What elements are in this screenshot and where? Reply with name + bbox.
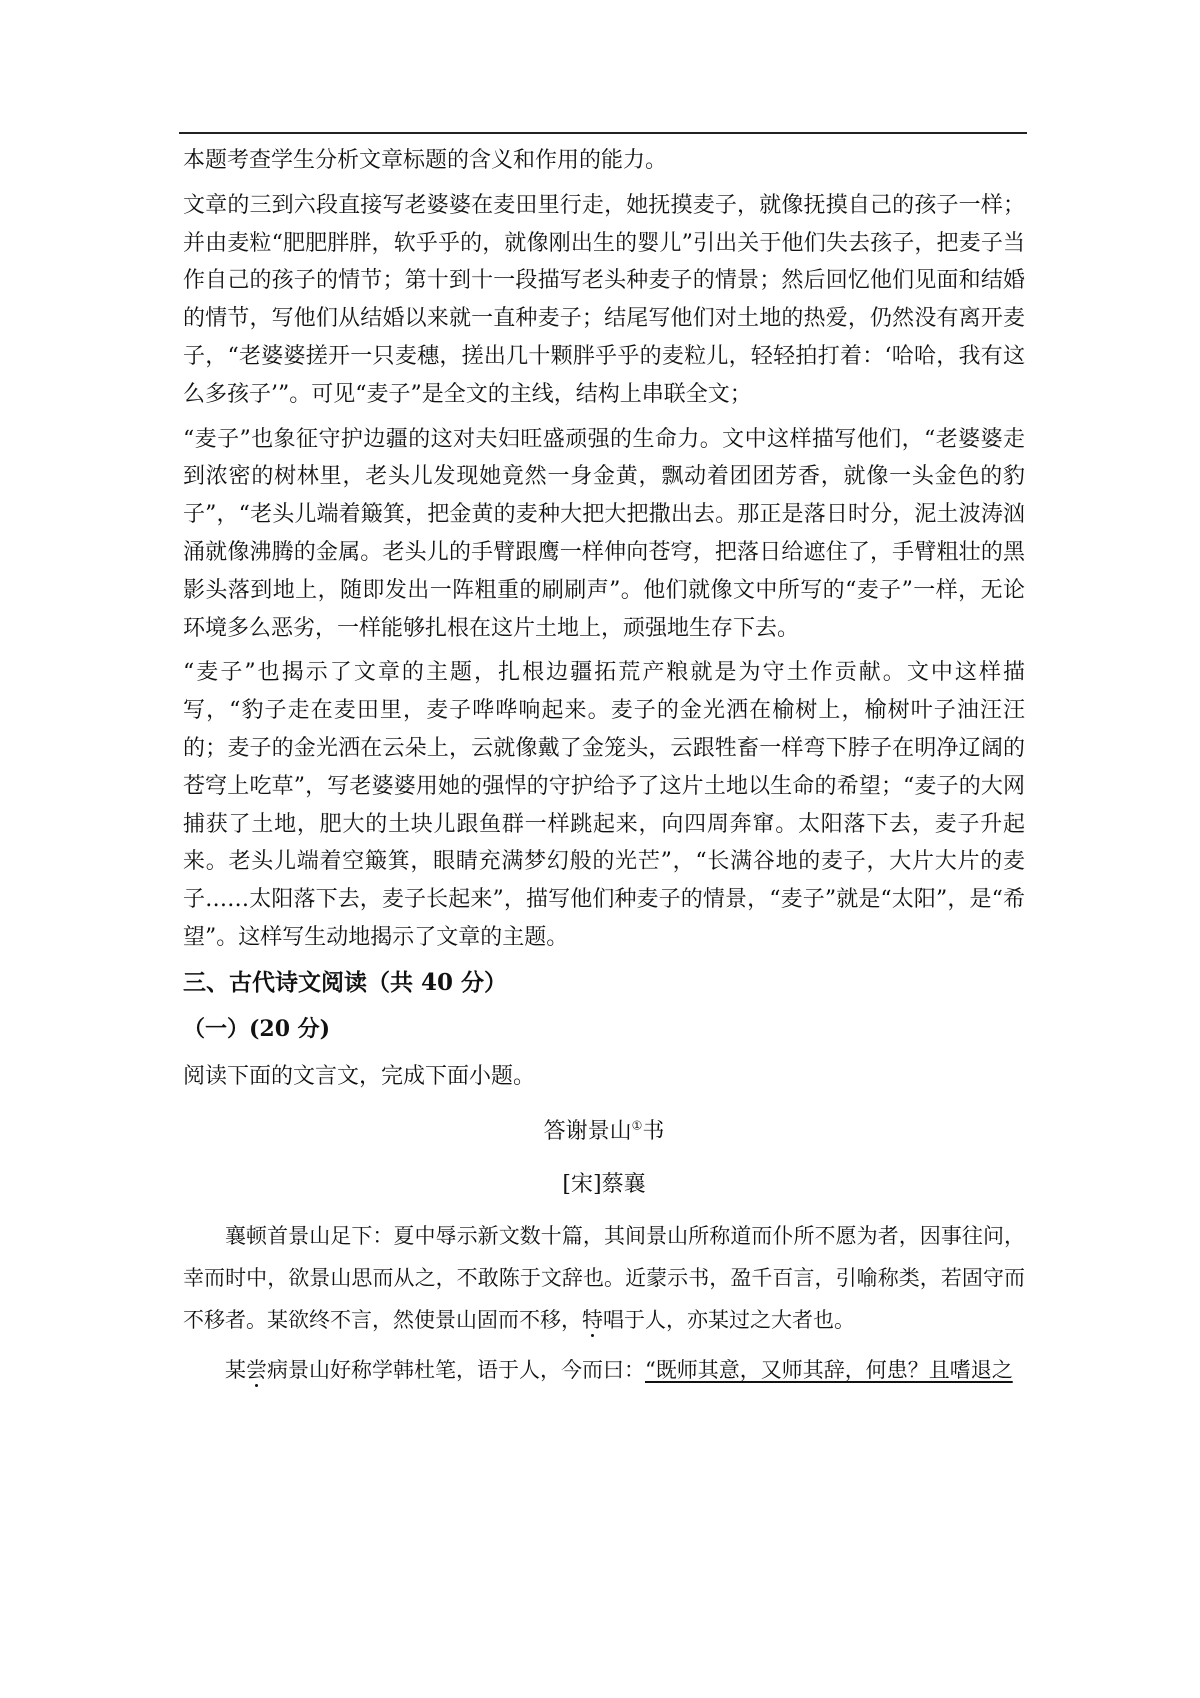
title-footnote-mark: ①	[631, 1118, 643, 1133]
title-text: 答谢景山	[543, 1118, 632, 1144]
para2-text: 病景山好称学韩杜笔，语于人，今而曰：	[267, 1357, 645, 1382]
analysis-paragraph-1: 文章的三到六段直接写老婆婆在麦田里行走，她抚摸麦子，就像抚摸自己的孩子一样；并由麦粒“肥肥胖胖，软乎乎的，就像刚出生的婴儿”引出关于他们失去孩子，把麦子当作自己的孩子的情节；第十到十一段描写老头种麦子的情景；然后回忆他们见面和结婚的情节，写他们从结婚以来就一直种麦子；结尾写他们对土地的热爱，仍然没有离开麦子，“老婆婆搓开一只麦穗，搓出几十颗胖乎乎的麦粒儿，轻轻拍打着：‘哈哈，我有这么多孩子’”。可见“麦子”是全文的主线，结构上串联全文；	[183, 192, 1025, 407]
para1-text: 襄顿首景山足下：夏中辱示新文数十篇，其间景山所称道而仆所不愿为者，因事往问，幸而时中，欲景山思而从之，不敢陈于文辞也。近蒙示书，盈千百言，引喻称类，若固守而不移者。某欲终不言，然使景山固而不移，	[183, 1223, 1025, 1332]
content-area	[183, 142, 1025, 1391]
para1-text-end: 唱于人，亦某过之大者也。	[603, 1307, 855, 1332]
classical-paragraph-1	[183, 1215, 1025, 1341]
para2-text-start: 某	[225, 1357, 246, 1382]
para2-dotted-char: 尝	[246, 1357, 267, 1382]
para2-underlined-sentence: “既师其意，又师其辞，何患？且嗜退之	[645, 1357, 1013, 1382]
section-heading: 三、古代诗文阅读（共 40 分）	[183, 968, 508, 996]
classical-text-author: [宋]蔡襄	[562, 1171, 646, 1197]
analysis-intro: 本题考查学生分析文章标题的含义和作用的能力。	[183, 148, 668, 173]
para1-dotted-char: 特	[582, 1307, 603, 1332]
classical-text-title	[183, 1113, 1025, 1150]
header-rule	[179, 132, 1027, 134]
analysis-paragraph-2: “麦子”也象征守护边疆的这对夫妇旺盛顽强的生命力。文中这样描写他们，“老婆婆走到浓密的树林里，老头儿发现她竟然一身金黄，飘动着团团芳香，就像一头金色的豹子”，“老头儿端着簸箕，把金黄的麦种大把大把撒出去。那正是落日时分，泥土波涛汹涌就像沸腾的金属。老头儿的手臂跟鹰一样伸向苍穹，把落日给遮住了，手臂粗壮的黑影头落到地上，随即发出一阵粗重的刷刷声”。他们就像文中所写的“麦子”一样，无论环境多么恶劣，一样能够扎根在这片土地上，顽强地生存下去。	[183, 426, 1025, 641]
title-text-end: 书	[642, 1118, 665, 1144]
subsection-heading: （一）(20 分)	[183, 1015, 331, 1042]
analysis-paragraph-3: “麦子”也揭示了文章的主题，扎根边疆拓荒产粮就是为守土作贡献。文中这样描写，“豹子走在麦田里，麦子哗哗响起来。麦子的金光洒在榆树上，榆树叶子油汪汪的；麦子的金光洒在云朵上，云就像戴了金笼头，云跟牲畜一样弯下脖子在明净辽阔的苍穹上吃草”，写老婆婆用她的强悍的守护给予了这片土地以生命的希望；“麦子的大网捕获了土地，肥大的土块儿跟鱼群一样跳起来，向四周奔窜。太阳落下去，麦子升起来。老头儿端着空簸箕，眼睛充满梦幻般的光芒”，“长满谷地的麦子，大片大片的麦子……太阳落下去，麦子长起来”，描写他们种麦子的情景，“麦子”就是“太阳”，是“希望”。这样写生动地揭示了文章的主题。	[183, 660, 1025, 950]
classical-paragraph-2	[183, 1349, 1025, 1391]
question-instruction: 阅读下面的文言文，完成下面小题。	[183, 1063, 536, 1089]
